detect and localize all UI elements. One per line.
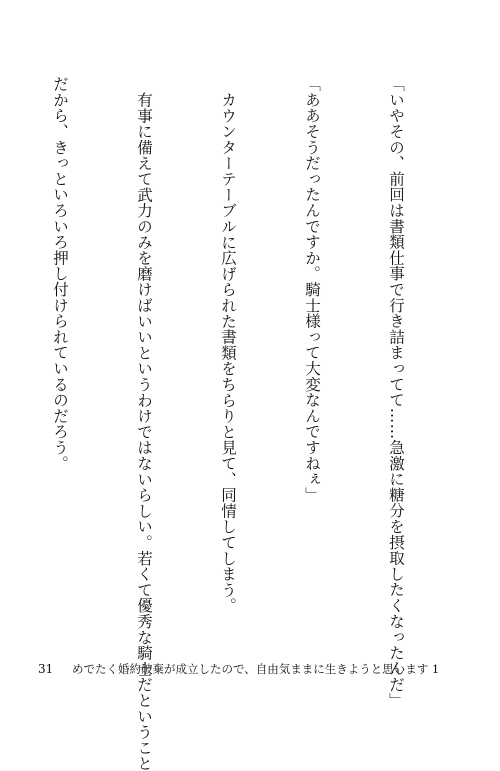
page-number: 31 — [38, 662, 54, 676]
text-line: 「いやその、前回は書類仕事で行き詰まってて……急激に糖分を摂取したくなったんだ」 — [387, 76, 405, 708]
page-footer — [38, 661, 439, 677]
text-line: 「ああそうだったんですか。騎士様って大変なんですねぇ」 — [303, 76, 321, 503]
text-line: 有事に備えて武力のみを磨けばいいというわけではないらしい。若くて優秀な騎士だということ — [135, 91, 153, 771]
text-line: カウンターテーブルに広げられた書類をちらりと見て、同情してしまう。 — [219, 91, 237, 613]
book-title: めでたく婚約破棄が成立したので、自由気ままに生きようと思います 1 — [72, 662, 440, 676]
text-line: だから、きっといろいろ押し付けられているのだろう。 — [51, 76, 69, 471]
